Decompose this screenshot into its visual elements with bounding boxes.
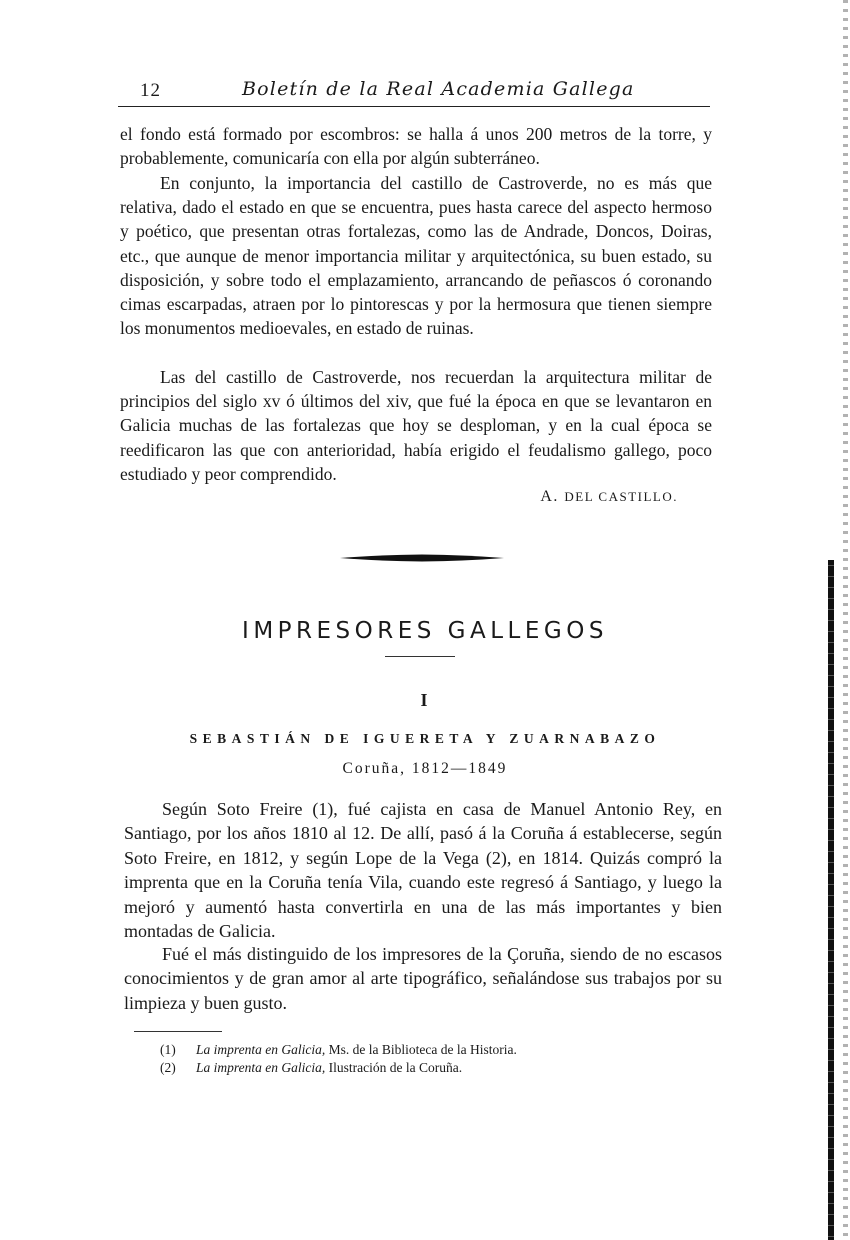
signature-name: DEL CASTILLO. (564, 489, 678, 504)
divider (385, 656, 455, 657)
running-header (118, 76, 710, 107)
footnote-title: La imprenta en Galicia, (196, 1060, 326, 1075)
section-title: IMPRESORES GALLEGOS (242, 618, 608, 645)
ornamental-rule (338, 552, 506, 564)
footnote-mark: (2) (160, 1060, 176, 1075)
entry-dates: Coruña, 1812—1849 (342, 760, 508, 777)
section-number: I (420, 690, 430, 710)
entry-heading: SEBASTIÁN DE IGUERETA Y ZUARNABAZO (189, 731, 661, 746)
journal-title: Boletín de la Real Academia Gallega (242, 78, 635, 100)
paragraph: Las del castillo de Castroverde, nos recuerdan la arquitectura militar de principios del siglo xv ó últimos del xiv, que fué la época en que se levantaron en Galicia muchas de las fortalezas que hoy se desploman, y en la cual época se reedificaron las que con anterioridad, había erigido el feudalismo gallego, poco estudiado y peor comprendido. (120, 367, 712, 484)
paragraph: el fondo está formado por escombros: se halla á unos 200 metros de la torre, y probablemente, comunicaría con ella por algún subterráneo. (120, 124, 712, 169)
author-signature (420, 488, 678, 506)
scan-binding-edge (828, 560, 834, 1240)
footnote-text: Ilustración de la Coruña. (325, 1060, 463, 1075)
page-number: 12 (140, 80, 161, 101)
footnote-divider (134, 1031, 222, 1032)
scan-edge-noise (843, 0, 848, 1240)
footnote (160, 1059, 462, 1077)
footnote-title: La imprenta en Galicia, (196, 1042, 326, 1057)
paragraph: Según Soto Freire (1), fué cajista en casa de Manuel Antonio Rey, en Santiago, por los años 1810 al 12. De allí, pasó á la Coruña á establecerse, según Soto Freire, en 1812, y según Lope de la Vega (2), en 1814. Quizás compró la imprenta que en la Coruña tenía Vila, cuando este regresó á Santiago, y luego la mejoró y aumentó hasta convertirla en una de las más importantes y bien montadas de Galicia. (124, 799, 722, 942)
footnote-text: Ms. de la Biblioteca de la Historia. (325, 1042, 517, 1057)
footnote (160, 1041, 517, 1059)
paragraph: En conjunto, la importancia del castillo de Castroverde, no es más que relativa, dado el estado en que se encuentra, pues hasta carece del aspecto hermoso y poético, que presentan otras fortalezas, como las de Andrade, Doncos, Doiras, etc., que aunque de menor importancia militar y arquitectónica, su buen estado, su disposición, y sobre todo el emplazamiento, arrancando de peñascos ó coronando cimas escarpadas, atraen por lo pintorescas y por la hermosura que tienen siempre los monumentos medioevales, en estado de ruinas. (120, 173, 712, 339)
footnote-mark: (1) (160, 1042, 176, 1057)
signature-initial: A. (540, 488, 565, 505)
paragraph: Fué el más distinguido de los impresores de la Çoruña, siendo de no escasos conocimientos y de gran amor al arte tipográfico, señalándose sus trabajos por su limpieza y buen gusto. (124, 944, 722, 1013)
